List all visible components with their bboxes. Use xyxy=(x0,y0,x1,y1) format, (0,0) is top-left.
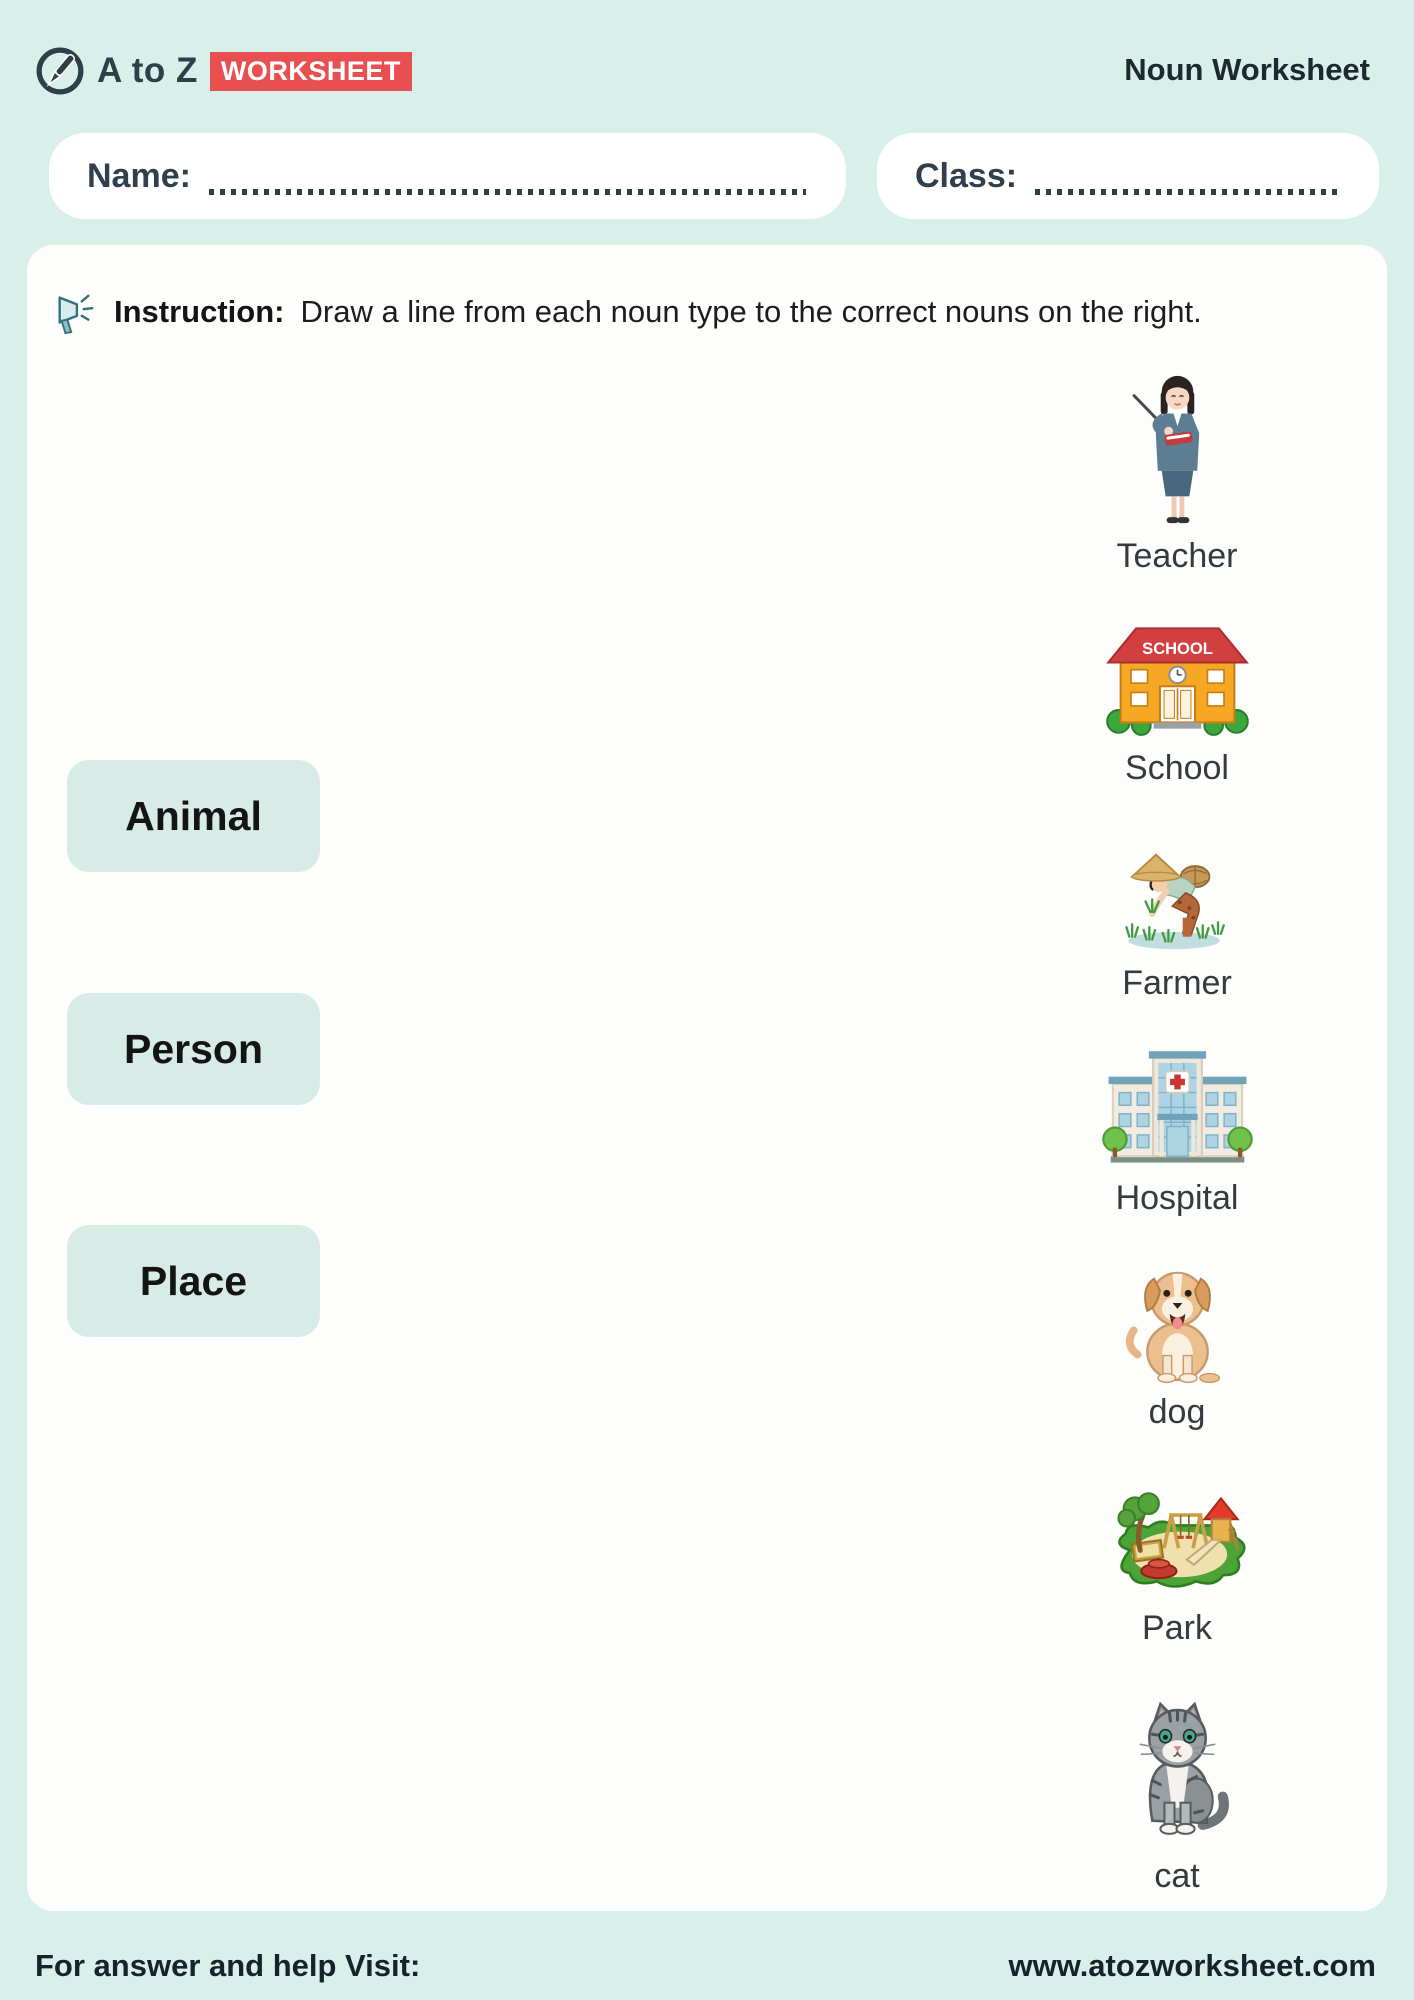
noun-type-animal[interactable]: Animal xyxy=(67,760,320,872)
noun-item-school[interactable] xyxy=(1057,616,1297,788)
megaphone-icon xyxy=(52,289,98,335)
name-label: Name: xyxy=(87,156,191,195)
noun-item-hospital[interactable] xyxy=(1057,1048,1297,1218)
noun-label-teacher: Teacher xyxy=(1116,537,1238,575)
noun-label-cat: cat xyxy=(1154,1857,1200,1895)
dog-illustration xyxy=(1124,1262,1231,1384)
footer-website-url[interactable]: www.atozworksheet.com xyxy=(1008,1948,1376,1983)
noun-label-farmer: Farmer xyxy=(1122,964,1232,1002)
brand-badge: WORKSHEET xyxy=(210,52,412,91)
worksheet-card xyxy=(27,245,1387,1911)
noun-label-school: School xyxy=(1125,749,1229,787)
teacher-illustration xyxy=(1128,370,1227,528)
noun-item-teacher[interactable] xyxy=(1057,370,1297,576)
footer-help-text: For answer and help Visit: xyxy=(35,1948,421,1983)
instruction-text: Draw a line from each noun type to the correct nouns on the right. xyxy=(300,294,1202,329)
noun-item-park[interactable] xyxy=(1057,1486,1297,1648)
school-sign-text: SCHOOL xyxy=(1141,639,1213,659)
noun-item-dog[interactable] xyxy=(1057,1262,1297,1432)
page-title: Noun Worksheet xyxy=(1124,52,1370,87)
farmer-illustration xyxy=(1115,845,1239,955)
noun-label-park: Park xyxy=(1142,1609,1212,1647)
name-field xyxy=(49,133,846,219)
name-input-line[interactable] xyxy=(209,189,806,195)
noun-item-cat[interactable] xyxy=(1057,1702,1297,1896)
noun-label-hospital: Hospital xyxy=(1115,1179,1239,1217)
brand-logo xyxy=(35,46,412,96)
brand-name: A to Z xyxy=(97,51,198,90)
noun-label-dog: dog xyxy=(1148,1393,1206,1431)
class-label: Class: xyxy=(915,156,1018,195)
class-input-line[interactable] xyxy=(1035,189,1339,195)
class-field xyxy=(877,133,1379,219)
hospital-illustration xyxy=(1098,1048,1257,1170)
noun-item-farmer[interactable] xyxy=(1057,845,1297,1003)
instruction-row xyxy=(52,289,1266,335)
school-illustration xyxy=(1100,616,1255,740)
instruction-label: Instruction: xyxy=(114,294,285,329)
park-illustration xyxy=(1105,1486,1250,1600)
noun-type-person[interactable]: Person xyxy=(67,993,320,1105)
pen-icon xyxy=(35,46,85,96)
noun-type-place[interactable]: Place xyxy=(67,1225,320,1337)
cat-illustration xyxy=(1122,1702,1233,1848)
